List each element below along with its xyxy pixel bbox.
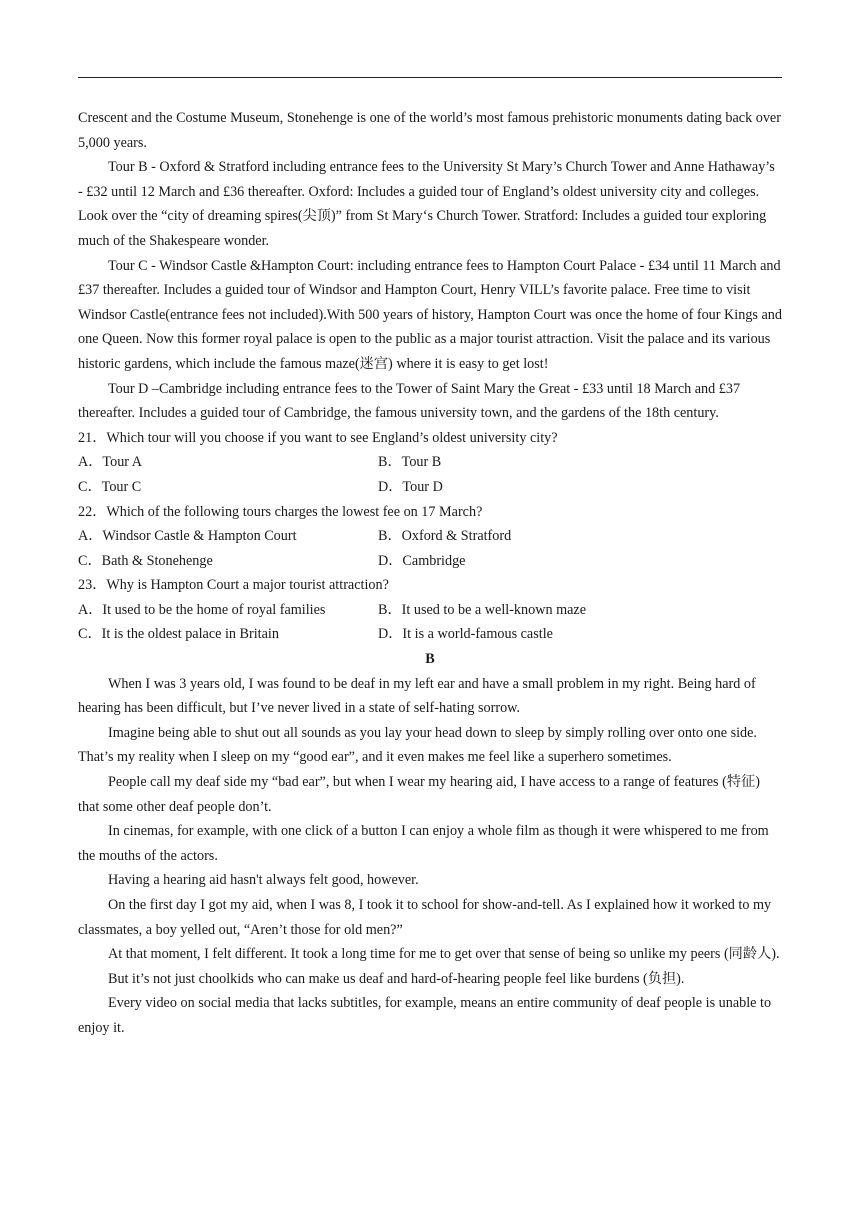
- question-23-option-b: B．It used to be a well-known maze: [378, 601, 587, 618]
- question-21-options-row-1: [78, 450, 782, 475]
- tour-d-paragraph: Tour D –Cambridge including entrance fees to the Tower of Saint Mary the Great - £33 until 18 March and £37 thereafter. Includes a guided tour of Cambridge, the famous university town, and the gardens of the 18th century.: [78, 380, 741, 422]
- question-22-options-row-2: [78, 549, 782, 574]
- tour-b-paragraph: Tour B - Oxford & Stratford including entrance fees to the University St Mary’s Church Tower and Anne Hathaway’s - £32 until 12 March and £36 thereafter. Oxford: Includes a guided tour of England’s oldest university city and colleges. Look over the “city of dreaming spires(尖顶)” from St Mary‘s Church Tower. Stratford: Includes a guided tour exploring much of the Shakespeare wonder.: [78, 159, 775, 249]
- question-21-option-a: A．Tour A: [78, 454, 143, 471]
- question-23-option-d: D．It is a world-famous castle: [378, 626, 553, 643]
- passage-a-intro: Crescent and the Costume Museum, Stonehenge is one of the world’s most famous prehistoric monuments dating back over 5,000 years.: [78, 110, 781, 151]
- page-content: [78, 106, 782, 1041]
- question-22-stem: 22．Which of the following tours charges the lowest fee on 17 March?: [78, 503, 483, 520]
- question-21-option-d: D．Tour D: [378, 478, 443, 495]
- passage-b-paragraph: People call my deaf side my “bad ear”, but when I wear my hearing aid, I have access to a range of features (特征) that some other deaf people don’t.: [78, 774, 760, 815]
- passage-b-paragraph: Every video on social media that lacks subtitles, for example, means an entire community of deaf people is unable to enjoy it.: [78, 995, 772, 1036]
- passage-b-paragraph: When I was 3 years old, I was found to be deaf in my left ear and have a small problem in my right. Being hard of hearing has been difficult, but I’ve never lived in a state of self-hating sorrow.: [78, 675, 756, 717]
- tour-c-paragraph: Tour C - Windsor Castle &Hampton Court: including entrance fees to Hampton Court Palace - £34 until 11 March and £37 thereafter. Includes a guided tour of Windsor and Hampton Court, Henry VILL’s favorite palace. Free time to visit Windsor Castle(entrance fees not included).With 500 years of history, Hampton Court was once the home of four Kings and one Queen. Now this former royal palace is open to the public as a major tourist attraction. Visit the palace and its various historic gardens, which include the famous maze(迷宫) where it is easy to get lost!: [78, 257, 782, 372]
- passage-b-paragraph: But it’s not just choolkids who can make us deaf and hard-of-hearing people feel like burdens (负担).: [108, 970, 685, 987]
- question-23-options-row-2: [78, 622, 782, 647]
- question-23-option-a: A．It used to be the home of royal families: [78, 601, 326, 618]
- question-22-option-d: D．Cambridge: [378, 552, 466, 569]
- question-22-options-row-1: [78, 524, 782, 549]
- question-23-options-row-1: [78, 598, 782, 623]
- passage-b-paragraph: At that moment, I felt different. It took a long time for me to get over that sense of being so unlike my peers (同龄人).: [108, 946, 780, 963]
- question-22-option-c: C．Bath & Stonehenge: [78, 552, 213, 569]
- question-23-stem: 23．Why is Hampton Court a major tourist attraction?: [78, 577, 389, 594]
- passage-b-paragraph: On the first day I got my aid, when I was 8, I took it to school for show-and-tell. As I explained how it worked to my classmates, a boy yelled out, “Aren’t those for old men?”: [78, 897, 772, 938]
- passage-b-paragraph: Having a hearing aid hasn't always felt good, however.: [108, 872, 419, 889]
- section-b-heading: B: [425, 651, 435, 668]
- question-22-option-a: A．Windsor Castle & Hampton Court: [78, 528, 297, 545]
- passage-b-paragraph: Imagine being able to shut out all sounds as you lay your head down to sleep by simply rolling over onto one side. That’s my reality when I sleep on my “good ear”, and it even makes me feel like a superhero sometimes.: [78, 724, 757, 766]
- question-21-stem: 21．Which tour will you choose if you want to see England’s oldest university city?: [78, 429, 558, 446]
- question-21-options-row-2: [78, 475, 782, 500]
- question-21-option-c: C．Tour C: [78, 478, 142, 495]
- header-rule: [78, 77, 782, 78]
- question-22-option-b: B．Oxford & Stratford: [378, 528, 512, 545]
- question-21-option-b: B．Tour B: [378, 454, 442, 471]
- passage-b-paragraph: In cinemas, for example, with one click of a button I can enjoy a whole film as though it were whispered to me from the mouths of the actors.: [78, 823, 769, 864]
- question-23-option-c: C．It is the oldest palace in Britain: [78, 626, 279, 643]
